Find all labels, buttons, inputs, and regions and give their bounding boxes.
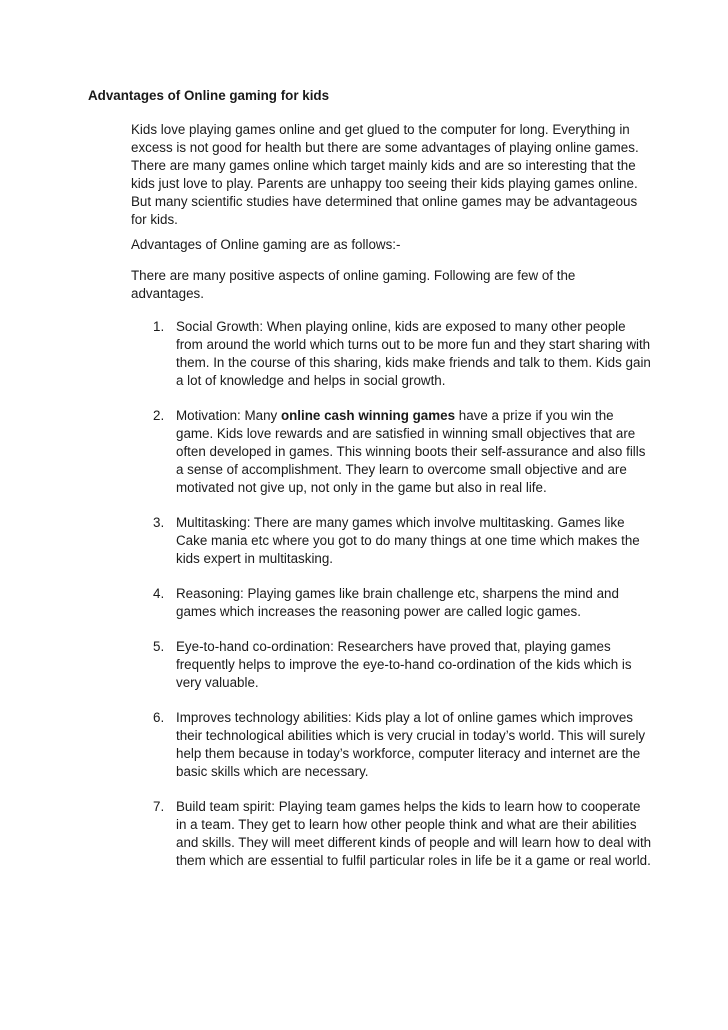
list-item-text: Improves technology abilities: Kids play a lot of online games which improves their technological abilities which is very crucial in today’s world. This will surely help them because in today’s workforce, computer literacy and internet are the basic skills which are necessary. — [176, 710, 646, 779]
list-item-text-end: have a prize if you win the game. Kids love rewards and are satisfied in winning small objectives that are often developed in games. This winning boots their self-assurance and also fills a sense of accomplishment. They learn to overcome small objective and are motivated not give up, not only in the game but also in real life. — [176, 408, 646, 495]
list-item-text: Reasoning: Playing games like brain challenge etc, sharpens the mind and games which increases the reasoning power are called logic games. — [176, 586, 619, 619]
list-item-number: 3. — [153, 515, 165, 530]
list-item-number: 6. — [153, 710, 165, 725]
document-title: Advantages of Online gaming for kids — [88, 88, 330, 103]
list-item-social-growth — [153, 318, 653, 390]
list-item-eye-hand-coordination — [153, 638, 653, 692]
list-item-number: 2. — [153, 408, 165, 423]
list-item-text — [176, 407, 653, 497]
intro-paragraph: Kids love playing games online and get glued to the computer for long. Everything in excess is not good for health but there are some advantages of playing online games. There are many games online which target mainly kids and are so interesting that the kids just love to play. Parents are unhappy too seeing their kids playing games online. But many scientific studies have determined that online games may be advantageous for kids. — [131, 122, 639, 227]
list-item-team-spirit — [153, 798, 653, 870]
list-item-text: Build team spirit: Playing team games helps the kids to learn how to cooperate in a team. They get to learn how other people think and what are their abilities and skills. They will meet different kinds of people and will learn how to deal with them which are essential to fulfil particular roles in life be it a game or real world. — [176, 799, 652, 868]
list-item-motivation — [153, 407, 653, 497]
positive-aspects-paragraph: There are many positive aspects of online gaming. Following are few of the advantages. — [131, 268, 576, 301]
advantages-list — [153, 318, 653, 887]
list-item-number: 1. — [153, 319, 165, 334]
list-item-multitasking — [153, 514, 653, 568]
list-item-text: Eye-to-hand co-ordination: Researchers have proved that, playing games frequently helps to improve the eye-to-hand co-ordination of the kids which is very valuable. — [176, 639, 632, 690]
list-item-number: 5. — [153, 639, 165, 654]
advantages-heading-paragraph: Advantages of Online gaming are as follows:- — [131, 237, 401, 252]
list-item-technology-abilities — [153, 709, 653, 781]
list-item-number: 7. — [153, 799, 165, 814]
list-item-reasoning — [153, 585, 653, 621]
list-item-text: Multitasking: There are many games which involve multitasking. Games like Cake mania etc where you got to do many things at one time which makes the kids expert in multitasking. — [176, 515, 640, 566]
list-item-number: 4. — [153, 586, 165, 601]
list-item-text: Social Growth: When playing online, kids are exposed to many other people from around the world which turns out to be more fun and they start sharing with them. In the course of this sharing, kids make friends and talk to them. Kids gain a lot of knowledge and helps in social growth. — [176, 319, 651, 388]
keyword-link-text: online cash winning games — [280, 408, 456, 423]
list-item-text-start: Motivation: Many — [176, 408, 281, 423]
